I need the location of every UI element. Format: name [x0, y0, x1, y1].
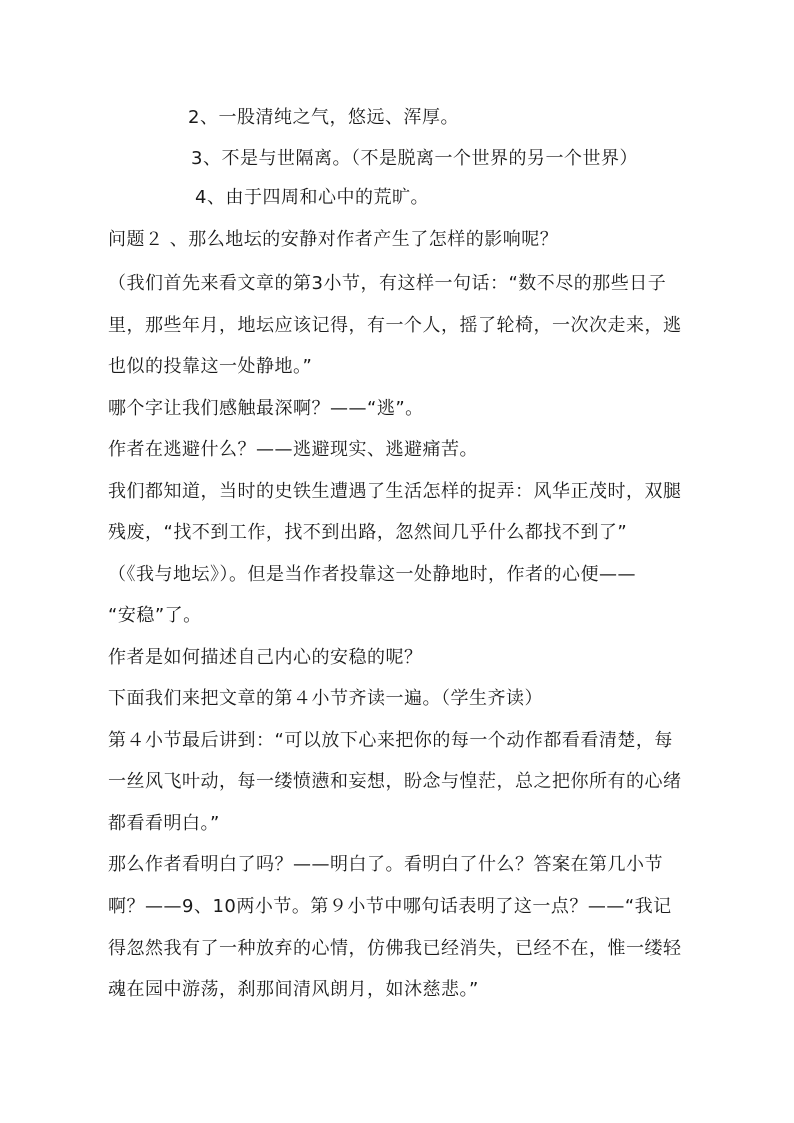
paragraph-line: 哪个字让我们感触最深啊？——“逃”。: [108, 398, 424, 419]
paragraph-line: 那么作者看明白了吗？——明白了。看明白了什么？答案在第几小节: [108, 854, 663, 875]
list-item-2: 2、一股清纯之气，悠远、浑厚。: [188, 107, 459, 128]
paragraph-line: 都看看明白。”: [108, 813, 220, 834]
paragraph-line: 啊？——9、10两小节。第９小节中哪句话表明了这一点？——“我记: [108, 896, 672, 917]
paragraph-line: 得忽然我有了一种放弃的心情，仿佛我已经消失，已经不在，惟一缕轻: [108, 938, 682, 959]
paragraph-line: （我们首先来看文章的第3小节，有这样一句话：“数不尽的那些日子: [108, 273, 667, 294]
paragraph-line: 第４小节最后讲到：“可以放下心来把你的每一个动作都看看清楚，每: [108, 730, 673, 751]
list-item-4: 4、由于四周和心中的荒旷。: [195, 187, 429, 208]
paragraph-line: 作者是如何描述自己内心的安稳的呢？: [108, 647, 423, 668]
list-item-3: 3、不是与世隔离。（不是脱离一个世界的另一个世界）: [191, 148, 638, 169]
paragraph-line: 也似的投靠这一处静地。”: [108, 356, 313, 377]
paragraph-line: 魂在园中游荡，刹那间清风朗月，如沐慈悲。”: [108, 979, 479, 1000]
paragraph-line: （《我与地坛》）。但是当作者投靠这一处静地时，作者的心便——: [108, 564, 636, 585]
paragraph-line: 一丝风飞叶动，每一缕愤懑和妄想，盼念与惶茫，总之把你所有的心绪: [108, 771, 682, 792]
paragraph-line: 残废，“找不到工作，找不到出路，忽然间几乎什么都找不到了”: [108, 522, 628, 543]
paragraph-line: 下面我们来把文章的第４小节齐读一遍。（学生齐读）: [108, 688, 543, 709]
paragraph-line: 我们都知道，当时的史铁生遭遇了生活怎样的捉弄：风华正茂时，双腿: [108, 481, 682, 502]
paragraph-line: 作者在逃避什么？——逃避现实、逃避痛苦。: [108, 439, 478, 460]
paragraph-line: 里，那些年月，地坛应该记得，有一个人，摇了轮椅，一次次走来，逃: [108, 315, 682, 336]
paragraph-line: “安稳”了。: [108, 605, 202, 626]
question-2: 问题２ 、那么地坛的安静对作者产生了怎样的影响呢？: [108, 229, 559, 250]
